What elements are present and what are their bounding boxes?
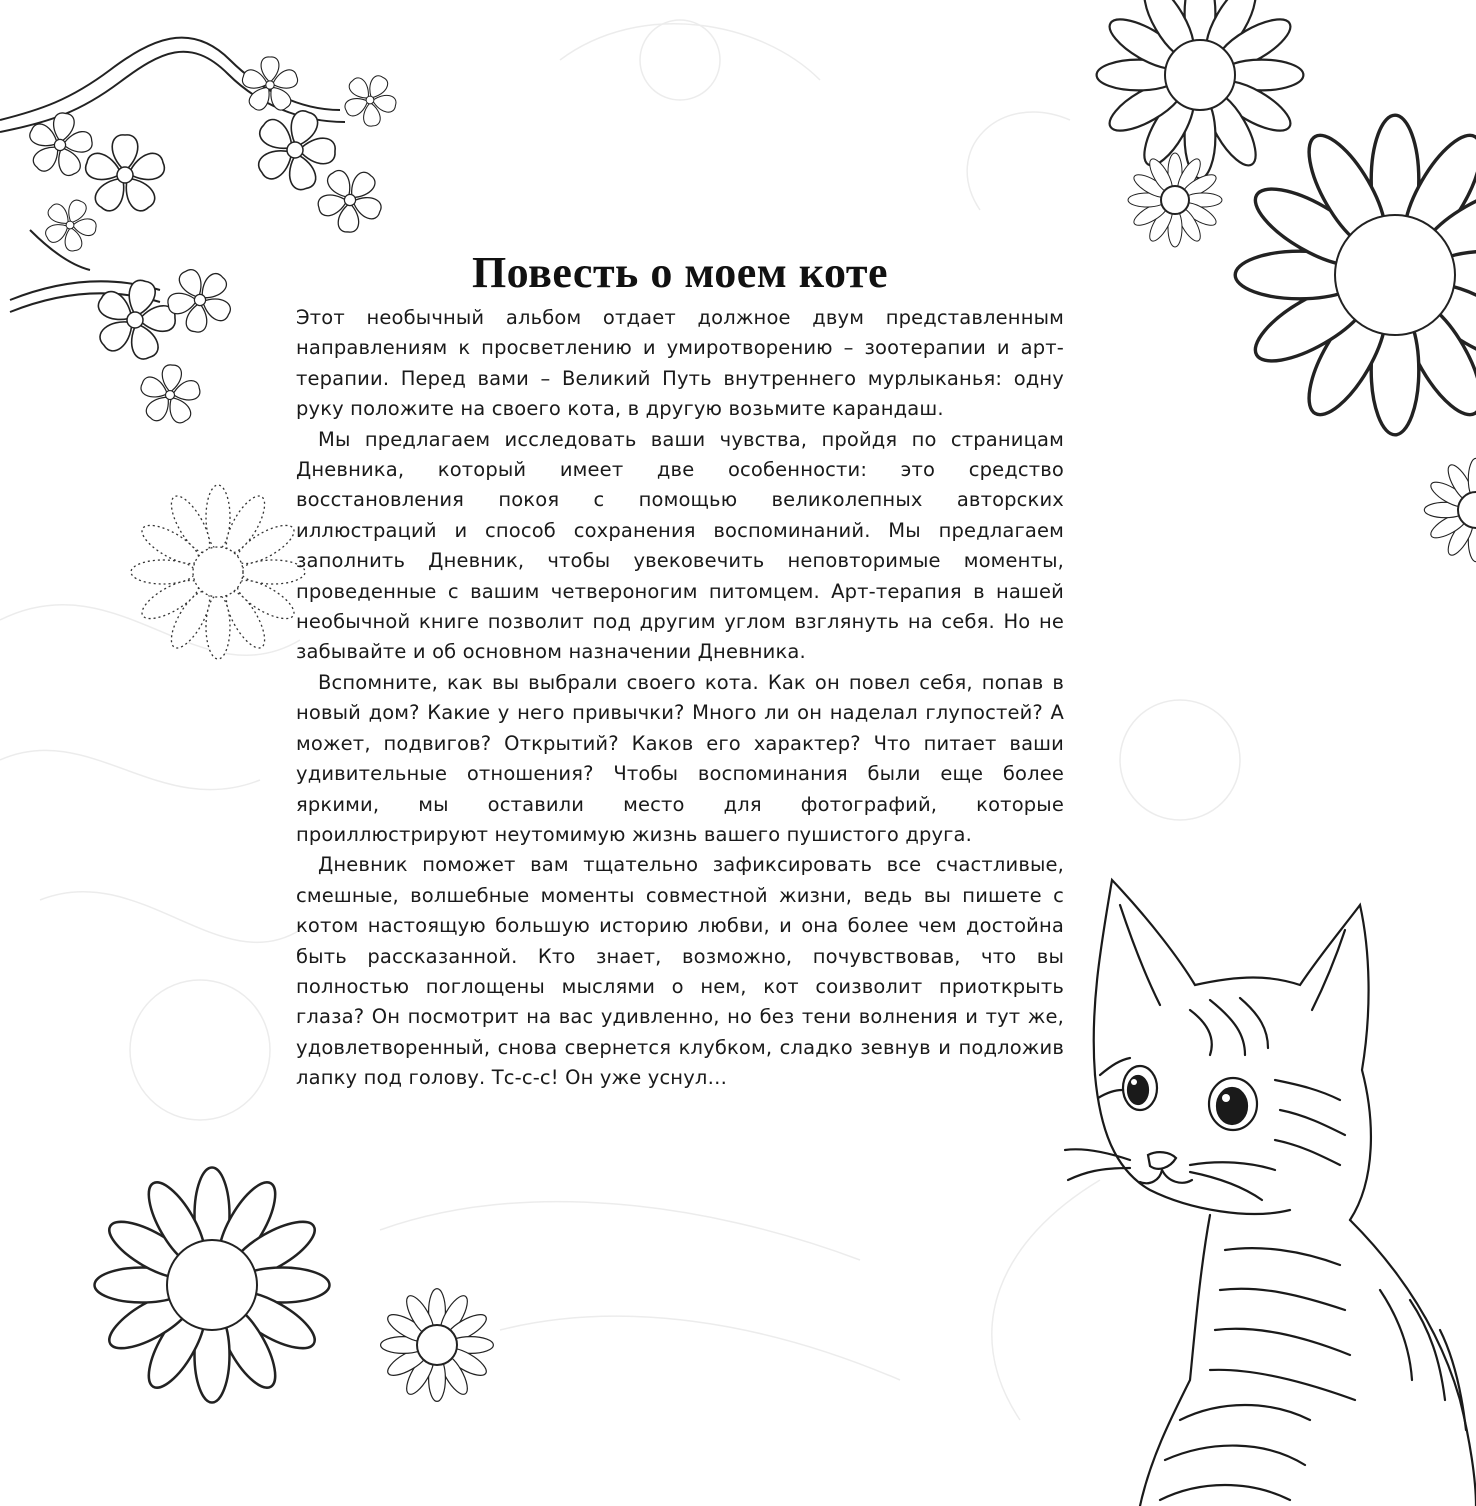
paragraph-2: Мы предлагаем исследовать ваши чувства, пройдя по страницам Дневника, который имеет две особенности: это средство восстановления покоя с помощью великолепных авторских иллюстраций и способ сохранения воспоминаний. Мы предлагаем заполнить Дневник, чтобы увековечить неповторимые моменты, проведенные с вашим четвероногим питомцем. Арт-терапия в нашей необычной книге позволит под другим углом взглянуть на себя. Но не забывайте и об основном назначении Дневника. bbox=[296, 427, 1064, 664]
bottom-small-daisy bbox=[381, 1289, 494, 1402]
top-daisy bbox=[1097, 0, 1304, 178]
page-title: Повесть о моем коте bbox=[471, 248, 889, 298]
edge-daisy bbox=[1424, 458, 1476, 561]
bottom-daisy bbox=[95, 1168, 330, 1403]
article-body bbox=[296, 303, 1064, 1094]
dotted-daisy bbox=[131, 485, 305, 659]
paragraph-1: Этот необычный альбом отдает должное двум представленным направлениям к просветлению и умиротворению – зоотерапии и арт-терапии. Перед вами – Великий Путь внутреннего мурлыканья: одну руку положите на своего кота, в другую возьмите карандаш. bbox=[296, 306, 1064, 421]
paragraph-4: Дневник поможет вам тщательно зафиксировать все счастливые, смешные, волшебные моменты совместной жизни, ведь вы пишете с котом настоящую большую историю любви, и она более чем достойна быть рассказанной. Кто знает, возможно, почувствовав, что вы полностью поглощены мыслями о нем, кот соизволит приоткрыть глаза? Он посмотрит на вас удивленно, но без тени волнения и тут же, удовлетворенный, снова свернется клубком, сладко зевнув и подложив лапку под голову. Тс-с-с! Он уже уснул… bbox=[296, 853, 1064, 1090]
cat-illustration bbox=[1065, 880, 1476, 1506]
paragraph-3: Вспомните, как вы выбрали своего кота. Как он повел себя, попав в новый дом? Какие у него привычки? Много ли он наделал глупостей? А может, подвигов? Открытий? Каков его характер? Что питает ваши удивительные отношения? Чтобы воспоминания были еще более яркими, мы оставили место для фотографий, которые проиллюстрируют неутомимую жизнь вашего пушистого друга. bbox=[296, 670, 1064, 846]
